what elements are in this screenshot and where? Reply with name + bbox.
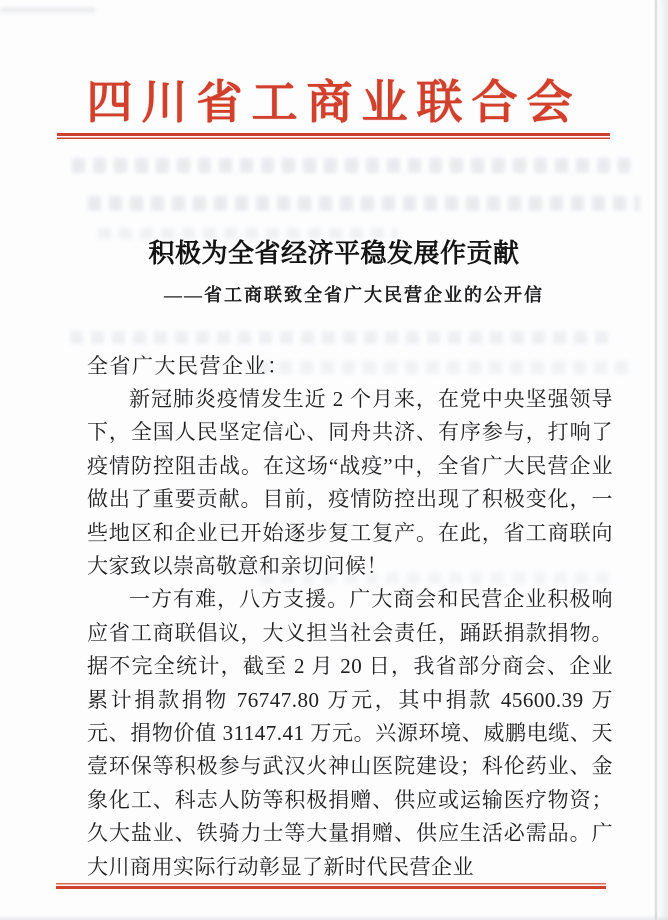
bleed-through-line xyxy=(70,331,615,344)
letter-salutation: 全省广大民营企业： xyxy=(87,354,290,378)
letter-subtitle: ——省工商联致全省广大民营企业的公开信 xyxy=(164,285,544,305)
scan-edge-top-left xyxy=(0,8,95,12)
letter-title: 积极为全省经济平稳发展作贡献 xyxy=(148,239,520,268)
letterhead-double-rule xyxy=(57,133,610,139)
letterhead-org-name: 四川省工商业联合会 xyxy=(86,77,582,128)
footer-double-rule xyxy=(56,883,606,889)
bleed-through-line xyxy=(258,361,636,374)
letter-paragraph-1: 新冠肺炎疫情发生近 2 个月来，在党中央坚强领导下，全国人民坚定信心、同舟共济、有序参与，打响了疫情防控阻击战。在这场“战疫”中，全省广大民营企业做出了重要贡献。目前，疫情防控出现了积极变化，一些地区和企业已开始逐步复工复产。在此，省工商联向大家致以崇高敬意和亲切问候！ xyxy=(87,387,613,579)
bleed-through-line xyxy=(72,158,630,173)
bleed-through-line xyxy=(88,196,640,211)
scan-edge-right-shadow xyxy=(657,0,668,920)
letter-body xyxy=(87,383,613,884)
scan-edge-bottom-shadow xyxy=(0,915,668,920)
letter-paragraph-2: 一方有难，八方支援。广大商会和民营企业积极响应省工商联倡议，大义担当社会责任，踊跃捐款捐物。据不完全统计，截至 2 月 20 日，我省部分商会、企业累计捐款捐物 76747.80 万元，其中捐款 45600.39 万元、捐物价值 31147.41 万元。兴源环境、威鹏电缆、天壹环保等积极参与武汉火神山医院建设；科伦药业、金象化工、科志人防等积极捐赠、供应或运输医疗物资；久大盐业、铁骑力士等大量捐赠、供应生活必需品。广大川商用实际行动彰显了新时代民营企业 xyxy=(87,587,613,879)
